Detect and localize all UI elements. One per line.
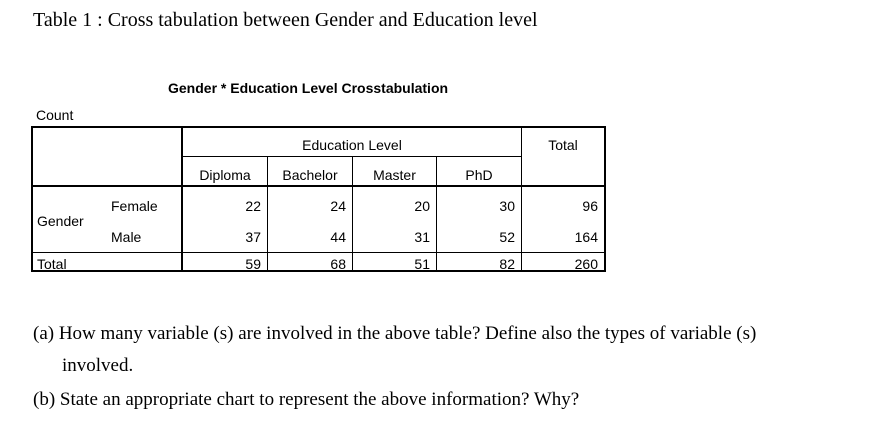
row-label-female: Female xyxy=(111,198,158,214)
cell-total-bachelor: 68 xyxy=(330,256,346,272)
col-header-master: Master xyxy=(373,167,416,183)
cell-male-diploma: 37 xyxy=(245,229,261,245)
cell-female-master: 20 xyxy=(414,198,430,214)
cell-female-diploma: 22 xyxy=(245,198,261,214)
frame-left xyxy=(31,126,33,272)
table-caption: Table 1 : Cross tabulation between Gender and Education level xyxy=(33,9,538,31)
row-group-gender: Gender xyxy=(37,213,84,229)
cell-female-total: 96 xyxy=(582,198,598,214)
row-label-male: Male xyxy=(111,229,142,245)
col-header-bachelor: Bachelor xyxy=(282,167,338,183)
total-row-line xyxy=(31,252,606,253)
cell-total-master: 51 xyxy=(414,256,430,272)
question-a-line1: (a) How many variable (s) are involved in the above table? Define also the types of variable (s) xyxy=(33,323,757,344)
question-b: (b) State an appropriate chart to represent the above information? Why? xyxy=(33,389,580,410)
education-level-header: Education Level xyxy=(302,137,402,153)
count-label: Count xyxy=(36,107,74,123)
cell-total-total: 260 xyxy=(574,256,598,272)
question-a-line2: involved. xyxy=(62,355,134,376)
frame-right xyxy=(604,126,606,272)
col-header-diploma: Diploma xyxy=(199,167,251,183)
frame-top xyxy=(31,126,606,128)
crosstab-table xyxy=(31,126,606,272)
cell-male-total: 164 xyxy=(574,229,598,245)
cell-female-bachelor: 24 xyxy=(330,198,346,214)
total-header: Total xyxy=(548,137,578,153)
cell-total-diploma: 59 xyxy=(245,256,261,272)
cell-male-master: 31 xyxy=(414,229,430,245)
cell-total-phd: 82 xyxy=(499,256,515,272)
col-header-phd: PhD xyxy=(465,167,493,183)
crosstab-title: Gender * Education Level Crosstabulation xyxy=(168,80,449,96)
cell-male-bachelor: 44 xyxy=(330,229,346,245)
header-bottom-line xyxy=(31,185,606,187)
row-label-total: Total xyxy=(37,256,67,272)
cell-male-phd: 52 xyxy=(499,229,515,245)
cell-female-phd: 30 xyxy=(499,198,515,214)
